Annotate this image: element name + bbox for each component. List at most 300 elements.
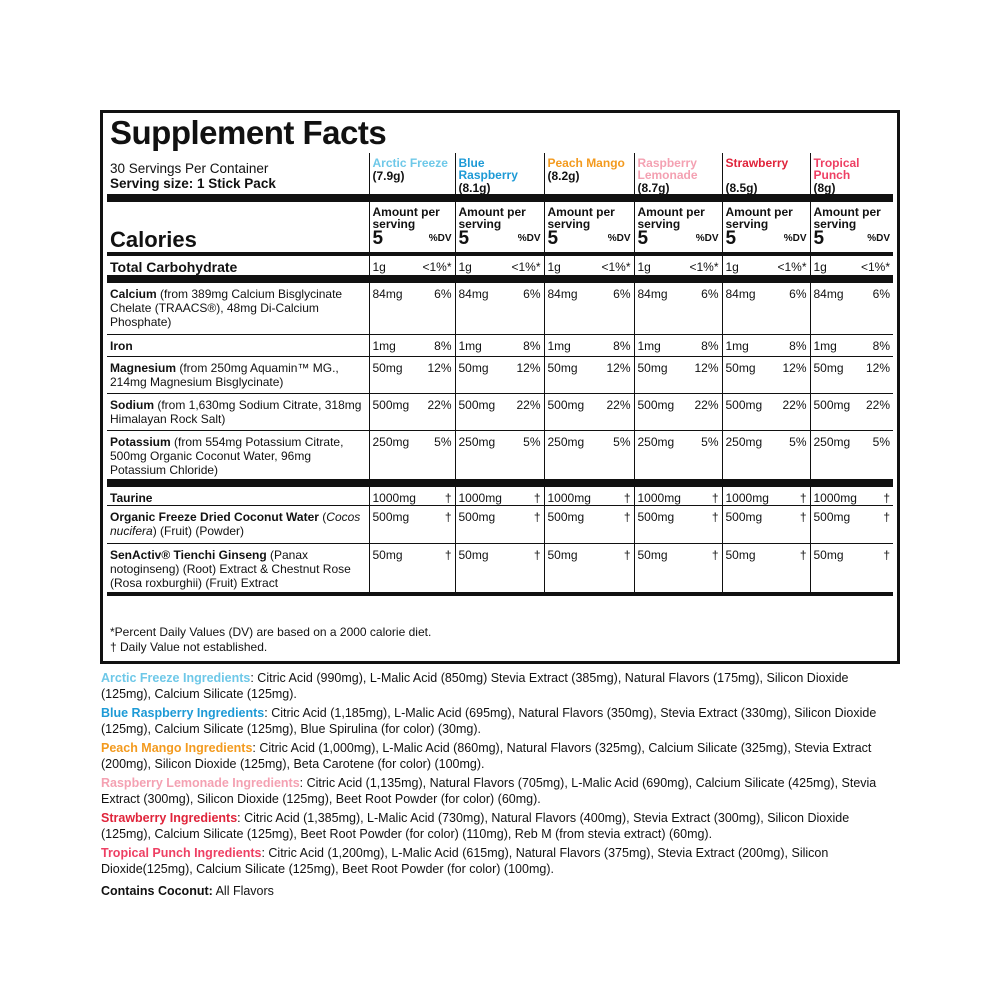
nutrient-dv: 6% — [434, 287, 452, 301]
nutrient-dv: † — [711, 548, 719, 562]
nutrient-dv: 6% — [789, 287, 807, 301]
nutrient-value-cell — [369, 279, 455, 334]
nutrient-amount: 84mg — [547, 287, 578, 301]
nutrient-value-cell — [455, 430, 544, 483]
nutrient-amount: 500mg — [458, 397, 496, 412]
nutrient-value-cell — [369, 483, 455, 506]
nutrient-values — [548, 339, 631, 353]
nutrient-amount: 500mg — [637, 397, 675, 412]
amount-per-serving — [544, 198, 634, 254]
ingredients-section — [101, 670, 901, 902]
flavor-header-raspberry-lemonade — [634, 153, 722, 198]
nutrient-values — [548, 260, 631, 274]
nutrient-value-cell — [810, 483, 893, 506]
dv-header: %DV — [695, 233, 719, 244]
nutrient-values — [814, 361, 891, 375]
nutrient-amount: 500mg — [372, 510, 410, 524]
flavor-weight: (8.1g) — [458, 181, 491, 195]
nutrient-name-cell — [107, 254, 369, 279]
nutrient-amount: 500mg — [813, 397, 851, 412]
nutrient-value-cell — [544, 506, 634, 544]
nutrient-amount: 1mg — [637, 338, 661, 353]
nutrient-values — [373, 339, 452, 353]
calories-value: 5 — [372, 228, 384, 249]
nutrient-detail: (from 250mg Aquamin™ MG., 214mg Magnesium Bisglycinate) — [110, 360, 339, 389]
flavor-weight: (8.2g) — [547, 169, 580, 183]
nutrient-amount: 1mg — [813, 338, 837, 353]
nutrient-amount: 1000mg — [637, 491, 681, 505]
amount-line — [373, 230, 452, 248]
nutrient-dv: 8% — [872, 338, 890, 353]
nutrient-dv: <1%* — [422, 260, 452, 274]
nutrient-dv: † — [883, 548, 890, 562]
nutrient-name: Total Carbohydrate — [110, 259, 238, 275]
nutrient-dv: 22% — [865, 397, 890, 412]
nutrient-value-cell — [455, 279, 544, 334]
nutrient-name-cell — [107, 279, 369, 334]
nutrient-value-cell — [810, 430, 893, 483]
nutrient-values — [459, 361, 541, 375]
footnotes — [110, 625, 431, 655]
flavor-weight: (8.5g) — [725, 181, 758, 195]
nutrient-amount: 1g — [813, 260, 827, 274]
nutrient-row — [107, 430, 893, 483]
calories-value: 5 — [725, 228, 737, 249]
nutrient-values — [548, 398, 631, 412]
nutrient-dv: † — [799, 548, 807, 562]
nutrient-value-cell — [369, 506, 455, 544]
nutrient-dv: 12% — [782, 360, 807, 375]
nutrient-values — [726, 510, 807, 524]
nutrient-value-cell — [544, 430, 634, 483]
nutrient-dv: † — [623, 548, 631, 562]
nutrient-amount: 500mg — [372, 397, 410, 412]
nutrient-amount: 50mg — [458, 548, 489, 562]
nutrient-amount: 1mg — [547, 338, 571, 353]
nutrient-name-cell — [107, 430, 369, 483]
flavor-header — [814, 153, 891, 194]
ingredient-statement — [101, 705, 901, 737]
nutrient-amount: 1g — [637, 260, 651, 274]
nutrient-dv: † — [444, 491, 452, 505]
nutrient-value-cell — [722, 393, 810, 430]
nutrient-dv: 5% — [872, 434, 890, 449]
nutrient-value-cell — [455, 544, 544, 594]
nutrient-value-cell — [810, 393, 893, 430]
nutrient-amount: 500mg — [547, 397, 585, 412]
nutrient-name-cell — [107, 393, 369, 430]
nutrient-dv: † — [533, 491, 541, 505]
nutrient-value-cell — [634, 544, 722, 594]
nutrient-values — [638, 398, 719, 412]
nutrient-dv: 5% — [789, 434, 807, 449]
flavor-name: Tropical Punch — [813, 156, 860, 182]
nutrient-amount: 50mg — [725, 548, 756, 562]
nutrient-value-cell — [722, 544, 810, 594]
nutrient-amount: 50mg — [372, 360, 403, 375]
nutrient-amount: 250mg — [372, 434, 410, 449]
nutrient-name: Calcium — [110, 287, 157, 301]
nutrient-values — [459, 491, 541, 505]
nutrient-amount: 1000mg — [372, 491, 416, 505]
nutrient-values — [373, 548, 452, 562]
nutrient-values — [814, 398, 891, 412]
nutrient-values — [548, 491, 631, 505]
nutrient-amount: 500mg — [637, 510, 675, 524]
nutrient-value-cell — [544, 483, 634, 506]
nutrient-amount: 1mg — [458, 338, 482, 353]
nutrient-dv: † — [711, 491, 719, 505]
nutrient-values — [548, 435, 631, 449]
nutrient-dv: 6% — [701, 287, 719, 301]
nutrient-dv: 8% — [523, 338, 541, 353]
panel-title: Supplement Facts — [110, 114, 387, 151]
nutrient-value-cell — [544, 356, 634, 393]
nutrient-values — [548, 287, 631, 301]
flavor-name: Raspberry Lemonade — [637, 156, 698, 182]
contains-text: All Flavors — [212, 884, 274, 898]
ingredient-label: Arctic Freeze Ingredients — [101, 671, 251, 685]
nutrient-values — [814, 491, 891, 505]
nutrient-dv: † — [711, 510, 719, 524]
flavor-header-blue-raspberry — [455, 153, 544, 198]
ingredients-list — [101, 670, 901, 877]
nutrient-dv: 12% — [516, 360, 541, 375]
nutrient-values — [638, 260, 719, 274]
nutrient-value-cell — [369, 430, 455, 483]
ingredient-statement — [101, 670, 901, 702]
nutrient-dv: 8% — [613, 338, 631, 353]
nutrient-value-cell — [455, 356, 544, 393]
ingredient-statement — [101, 775, 901, 807]
nutrient-value-cell — [544, 254, 634, 279]
nutrient-value-cell — [722, 334, 810, 356]
dv-footnote: *Percent Daily Values (DV) are based on a 2000 calorie diet. — [110, 625, 432, 639]
ingredient-statement — [101, 845, 901, 877]
nutrient-dv: 8% — [434, 338, 452, 353]
dv-header: %DV — [428, 233, 452, 244]
nutrient-amount: 50mg — [547, 360, 578, 375]
nutrient-dv: 22% — [782, 397, 807, 412]
amount-per-serving — [810, 198, 893, 254]
nutrient-name: Organic Freeze Dried Coconut Water — [110, 510, 319, 524]
nutrient-values — [814, 260, 891, 274]
nutrient-value-cell — [810, 334, 893, 356]
nutrient-value-cell — [722, 430, 810, 483]
nutrient-values — [548, 361, 631, 375]
nutrient-values — [638, 548, 719, 562]
calories-value: 5 — [813, 228, 825, 249]
ingredient-label: Strawberry Ingredients — [101, 811, 238, 825]
nutrient-amount: 50mg — [725, 360, 756, 375]
nutrient-amount: 1mg — [725, 338, 749, 353]
nutrient-name: Sodium — [110, 397, 154, 412]
nutrient-value-cell — [722, 506, 810, 544]
nutrient-dv: 8% — [789, 338, 807, 353]
nutrient-amount: 500mg — [813, 510, 851, 524]
amount-label: Amount per serving — [547, 205, 615, 231]
nutrient-dv: † — [623, 491, 631, 505]
nutrient-value-cell — [455, 483, 544, 506]
nutrient-amount: 50mg — [372, 548, 403, 562]
flavor-header — [726, 153, 807, 194]
calories-row — [107, 198, 893, 254]
calories-label: Calories — [107, 198, 369, 254]
nutrient-values — [814, 510, 891, 524]
nutrient-dv: † — [444, 548, 452, 562]
calories-value: 5 — [637, 228, 649, 249]
nutrient-amount: 1mg — [372, 338, 396, 353]
nutrient-amount: 1g — [372, 260, 386, 274]
nutrient-amount: 1g — [725, 260, 739, 274]
nutrient-value-cell — [722, 254, 810, 279]
nutrient-value-cell — [810, 544, 893, 594]
nutrient-row — [107, 254, 893, 279]
nutrient-amount: 1g — [458, 260, 472, 274]
nutrient-amount: 250mg — [725, 434, 763, 449]
nutrient-value-cell — [369, 393, 455, 430]
nutrient-value-cell — [634, 356, 722, 393]
nutrient-dv: 12% — [694, 360, 719, 375]
ingredient-label: Raspberry Lemonade Ingredients — [101, 776, 300, 790]
ingredient-text: : Citric Acid (1,000mg), L-Malic Acid (860mg), Natural Flavors (325mg), Calcium Silicate (325mg), Stevia Extract (200mg), Silicon Dioxide (125mg), Beta Carotene (for color) (100mg). — [101, 741, 872, 771]
nutrient-amount: 1000mg — [813, 491, 857, 505]
nutrient-dv: † — [533, 548, 541, 562]
nutrient-dv: † — [883, 510, 890, 524]
ingredient-text: : Citric Acid (1,200mg), L-Malic Acid (615mg), Natural Flavors (375mg), Stevia Extract (200mg), Silicon Dioxide(125mg), Calcium Silicate (125mg), Beet Root Powder (for color) (100mg). — [101, 846, 829, 876]
ingredient-text: : Citric Acid (1,135mg), Natural Flavors (705mg), L-Malic Acid (690mg), Calcium Silicate (425mg), Stevia Extract (300mg), Silicon Dioxide (125mg), Beet Root Powder (for color) (60mg). — [101, 776, 877, 806]
nutrient-value-cell — [634, 334, 722, 356]
ingredient-text: : Citric Acid (990mg), L-Malic Acid (850mg) Stevia Extract (385mg), Natural Flavors (175mg), Silicon Dioxide (125mg), Calcium Silicate (125mg). — [101, 671, 849, 701]
nutrient-values — [459, 287, 541, 301]
nutrient-dv: 5% — [523, 434, 541, 449]
nutrient-value-cell — [455, 334, 544, 356]
flavor-header-tropical-punch — [810, 153, 893, 198]
nutrient-value-cell — [369, 356, 455, 393]
nutrient-values — [459, 398, 541, 412]
nutrient-values — [638, 510, 719, 524]
nutrient-dv: † — [799, 491, 807, 505]
nutrient-value-cell — [634, 393, 722, 430]
flavor-header — [373, 153, 452, 182]
nutrient-amount: 250mg — [458, 434, 496, 449]
nutrient-values — [814, 287, 891, 301]
amount-label: Amount per serving — [813, 205, 881, 231]
nutrient-dv: 12% — [606, 360, 631, 375]
nutrient-amount: 1000mg — [725, 491, 769, 505]
nutrient-dv: † — [623, 510, 631, 524]
ingredient-text: : Citric Acid (1,385mg), L-Malic Acid (730mg), Natural Flavors (400mg), Stevia Extract (300mg), Silicon Dioxide (125mg), Calcium Silicate (125mg), Beet Root Powder (for color) (110mg), Reb M (from stevia extract) (60mg). — [101, 811, 850, 841]
nutrient-value-cell — [544, 279, 634, 334]
nutrient-values — [814, 548, 891, 562]
nutrient-dv: 22% — [606, 397, 631, 412]
nutrient-name: Taurine — [110, 491, 153, 505]
nutrient-dv: 5% — [613, 434, 631, 449]
supplement-facts-table — [107, 153, 893, 596]
nutrient-amount: 500mg — [458, 510, 496, 524]
nutrient-dv: 5% — [434, 434, 452, 449]
serving-info — [107, 153, 369, 198]
nutrient-row — [107, 483, 893, 506]
nutrient-values — [459, 548, 541, 562]
nutrient-values — [726, 435, 807, 449]
nutrient-name-cell — [107, 544, 369, 594]
nutrient-values — [638, 491, 719, 505]
flavor-header — [459, 153, 541, 194]
dv-header: %DV — [517, 233, 541, 244]
nutrient-values — [373, 287, 452, 301]
nutrient-values — [548, 548, 631, 562]
amount-per-serving — [722, 198, 810, 254]
nutrient-detail: ) (Fruit) (Powder) — [152, 524, 245, 538]
dv-header: %DV — [783, 233, 807, 244]
contains-statement — [101, 883, 901, 899]
nutrient-value-cell — [722, 279, 810, 334]
nutrient-value-cell — [810, 506, 893, 544]
nutrient-amount: 1000mg — [547, 491, 591, 505]
nutrient-value-cell — [634, 254, 722, 279]
nutrient-values — [373, 435, 452, 449]
dv-header: %DV — [867, 233, 890, 244]
flavor-header-arctic-freeze — [369, 153, 455, 198]
nutrient-value-cell — [810, 356, 893, 393]
nutrient-name-cell — [107, 334, 369, 356]
nutrient-dv: † — [799, 510, 807, 524]
nutrient-value-cell — [810, 279, 893, 334]
nutrient-values — [726, 260, 807, 274]
nutrient-values — [373, 361, 452, 375]
flavor-name: Arctic Freeze — [372, 156, 448, 170]
nutrient-dv: † — [533, 510, 541, 524]
nutrient-dv: 22% — [694, 397, 719, 412]
ingredient-label: Tropical Punch Ingredients — [101, 846, 262, 860]
nutrient-values — [373, 510, 452, 524]
contains-label: Contains Coconut: — [101, 884, 213, 898]
nutrient-row — [107, 393, 893, 430]
nutrient-values — [548, 510, 631, 524]
nutrient-name: Magnesium — [110, 360, 177, 375]
nutrient-amount: 50mg — [458, 360, 489, 375]
nutrient-row — [107, 506, 893, 544]
ingredient-statement — [101, 810, 901, 842]
nutrient-dv: <1%* — [689, 260, 719, 274]
servings-per-container: 30 Servings Per Container — [110, 161, 269, 176]
amount-line — [548, 230, 631, 248]
nutrient-amount: 1000mg — [458, 491, 502, 505]
nutrient-amount: 50mg — [813, 548, 844, 562]
nutrient-values — [814, 435, 891, 449]
nutrient-values — [459, 510, 541, 524]
nutrient-detail-open: ( — [322, 510, 327, 524]
amount-label: Amount per serving — [372, 205, 440, 231]
nutrient-amount: 84mg — [813, 287, 844, 301]
nutrient-amount: 50mg — [637, 548, 668, 562]
nutrient-dv: <1%* — [860, 260, 890, 274]
nutrient-amount: 250mg — [637, 434, 675, 449]
flavor-weight: (8.7g) — [637, 181, 670, 195]
nutrient-value-cell — [544, 334, 634, 356]
amount-label: Amount per serving — [458, 205, 526, 231]
nutrient-value-cell — [369, 254, 455, 279]
nutrient-amount: 50mg — [637, 360, 668, 375]
nutrient-row — [107, 279, 893, 334]
amount-line — [814, 230, 891, 248]
nutrient-amount: 500mg — [725, 510, 763, 524]
nutrient-dv: <1%* — [777, 260, 807, 274]
amount-per-serving — [369, 198, 455, 254]
nutrient-values — [638, 287, 719, 301]
nutrient-detail: (from 554mg Potassium Citrate, 500mg Organic Coconut Water, 96mg Potassium Chloride) — [110, 434, 344, 477]
nutrient-values — [726, 361, 807, 375]
calories-value: 5 — [547, 228, 559, 249]
nutrient-dv: 12% — [427, 360, 452, 375]
nutrient-name-cell — [107, 506, 369, 544]
nutrient-values — [638, 339, 719, 353]
calories-value: 5 — [458, 228, 470, 249]
nutrient-dv: <1%* — [511, 260, 541, 274]
nutrient-value-cell — [455, 254, 544, 279]
nutrient-values — [726, 339, 807, 353]
nutrient-value-cell — [369, 334, 455, 356]
flavor-header — [548, 153, 631, 182]
flavor-weight: (8g) — [813, 181, 836, 195]
ingredient-label: Peach Mango Ingredients — [101, 741, 253, 755]
amount-line — [638, 230, 719, 248]
nutrient-dv: 8% — [701, 338, 719, 353]
nutrient-values — [726, 287, 807, 301]
nutrient-values — [726, 398, 807, 412]
nutrient-value-cell — [634, 430, 722, 483]
nutrient-dv: 5% — [701, 434, 719, 449]
amount-label: Amount per serving — [725, 205, 793, 231]
nutrient-amount: 84mg — [372, 287, 403, 301]
ingredient-text: : Citric Acid (1,185mg), L-Malic Acid (695mg), Natural Flavors (350mg), Stevia Extract (330mg), Silicon Dioxide (125mg), Calcium Silicate (125mg), Blue Spirulina (for color) (30mg). — [101, 706, 877, 736]
nutrient-value-cell — [722, 356, 810, 393]
nutrient-values — [459, 435, 541, 449]
nutrient-value-cell — [722, 483, 810, 506]
nutrient-dv: 6% — [523, 287, 541, 301]
nutrient-detail: (Panax notoginseng) (Root) Extract & Chestnut Rose (Rosa roxburghii) (Fruit) Extract — [110, 548, 351, 590]
nutrient-name: Potassium — [110, 434, 171, 449]
nutrient-value-cell — [544, 393, 634, 430]
flavor-header — [638, 153, 719, 194]
nutrient-value-cell — [810, 254, 893, 279]
nutrient-value-cell — [634, 483, 722, 506]
nutrient-detail-italic: Cocos nucifera — [110, 510, 361, 538]
nutrient-value-cell — [544, 544, 634, 594]
nutrient-values — [638, 361, 719, 375]
serving-size: Serving size: 1 Stick Pack — [110, 176, 276, 191]
nutrient-values — [726, 491, 807, 505]
nutrient-value-cell — [455, 393, 544, 430]
nutrient-value-cell — [634, 279, 722, 334]
nutrient-row — [107, 334, 893, 356]
nutrient-amount: 500mg — [547, 510, 585, 524]
nutrient-values — [726, 548, 807, 562]
nutrient-dv: 6% — [872, 287, 890, 301]
amount-per-serving — [455, 198, 544, 254]
nutrient-dv: † — [883, 491, 890, 505]
flavor-header-peach-mango — [544, 153, 634, 198]
nutrient-amount: 250mg — [547, 434, 585, 449]
amount-label: Amount per serving — [637, 205, 705, 231]
nutrient-name-cell — [107, 483, 369, 506]
nutrient-value-cell — [369, 544, 455, 594]
nutrient-value-cell — [634, 506, 722, 544]
serving-header-row — [107, 153, 893, 198]
ingredient-statement — [101, 740, 901, 772]
nutrient-values — [459, 260, 541, 274]
